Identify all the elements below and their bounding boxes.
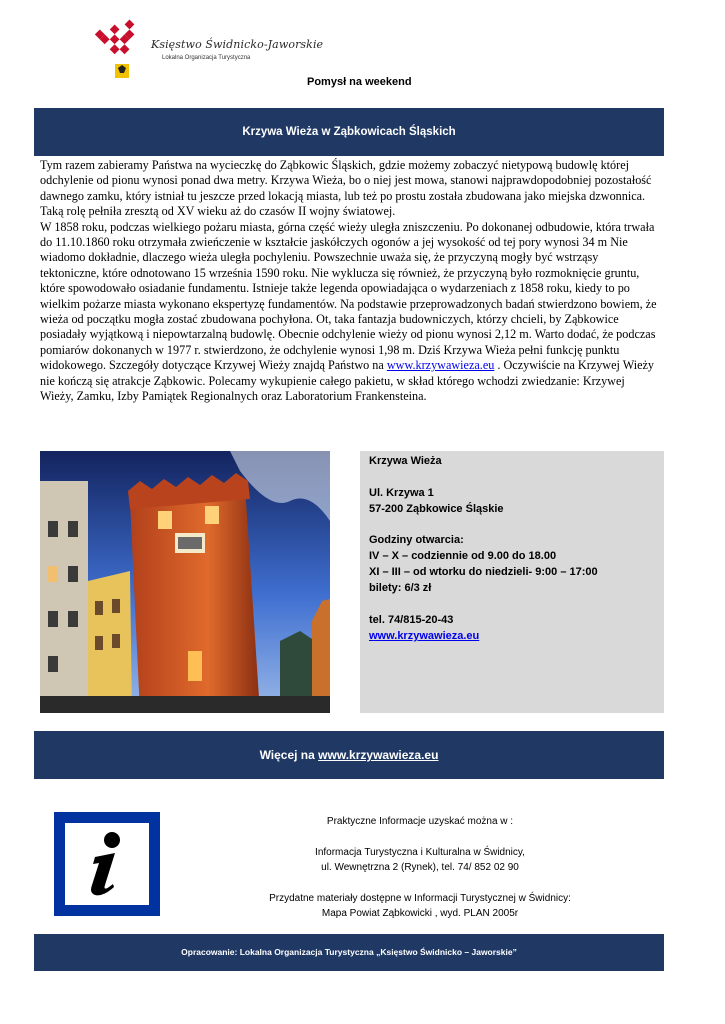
organization-logo (90, 18, 324, 86)
logo-subtitle: Lokalna Organizacja Turystyczna (162, 55, 251, 61)
article-paragraph-2-text: W 1858 roku, podczas wielkiego pożaru miasta, górna część wieży uległa zniszczeniu. Po dokonanej odbudowie, która trwała do 11.10.1860 roku otrzymała zwieńczenie w kształcie jaskółczych ogonów a jej wysokość od tej pory wynosi 34 m Nie wiadomo dokładnie, dlaczego wieża uległa pochyleniu. Powszechnie uważa się, że przyczyną mogły być wstrząsy tektoniczne, które odnotowano 15 września 1590 roku. Nie wyklucza się również, że przyczyną było rozmoknięcie gruntu, które spowodowało osiadanie fundamentu. Istnieje także legenda opowiadająca o wydarzeniach z 1858 roku, kiedy to po wielkim pożarze miasta wykonano ekspertyzę fundamentów. Na podstawie przeprowadzonych badań stwierdzono bowiem, że wieża od początku mogła zostać zbudowana pochyłona. Ot, taka fantazja budowniczych, którzy chcieli, by Ząbkowice posiadały wyjątkową i niepowtarzalną budowlę. Obecnie odchylenie wieży od pionu wynosi 2,12 m. Warto dodać, że podczas pomiarów dokonanych w 1977 r. stwierdzono, że odchylenie wynosi 1,98 m. Dziś Krzywa Wieża pełni funkcję punktu widokowego. Szczegóły dotyczące Krzywej Wieży znajdą Państwo na (40, 219, 657, 373)
info-office-name: Informacja Turystyczna i Kulturalna w Świdnicy, (315, 846, 525, 858)
materials-map: Mapa Powiat Ząbkowicki , wyd. PLAN 2005r (321, 908, 519, 920)
footer-banner (34, 934, 664, 971)
weekend-label: Pomysł na weekend (307, 76, 412, 88)
article-paragraph-2-text-end: . Oczywiście na Krzywej Wieży nie kończą się atrakcje Ząbkowic. Polecamy wykupienie całego pakietu, w skład którego wchodzi zwiedzanie: Krzywej Wieży, Zamku, Izby Pamiątek Regionalnych oraz Laboratorium Frankensteina. (40, 358, 655, 404)
visitor-info-box (360, 451, 664, 713)
tourist-information-sign (54, 812, 160, 916)
info-office-address: ul. Wewnętrzna 2 (Rynek), tel. 74/ 852 02 90 (321, 862, 519, 874)
materials-intro: Przydatne materiały dostępne w Informacji Turystycznej w Świdnicy: (269, 893, 571, 904)
more-info-link[interactable]: www.krzywawieza.eu (318, 748, 439, 762)
tourist-information-i-icon (65, 823, 149, 905)
postal-city: 57-200 Ząbkowice Śląskie (369, 502, 504, 515)
practical-information (200, 814, 640, 922)
opening-hours-summer: IV – X – codziennie od 9.00 do 18.00 (369, 550, 557, 563)
article-paragraph-2 (40, 220, 660, 405)
practical-intro: Praktyczne Informacje uzyskać można w : (326, 816, 514, 827)
article-paragraph-1: Tym razem zabieramy Państwa na wycieczkę do Ząbkowic Śląskich, gdzie możemy zobaczyć nietypową budowlę której odchylenie od pionu wynosi ponad dwa metry. Krzywa Wieża, bo o niej jest mowa, stanowi najprawdopodobniej pozostałość dawnego zamku, który istniał tu jeszcze przed lokacją miasta, lub też po prostu została zbudowana jako miejska dzwonnica. Taką rolę pełniła zresztą od XV wieku aż do czasów II wojny światowej. (40, 158, 652, 219)
opening-hours-label: Godziny otwarcia: (369, 534, 464, 547)
more-info-banner (34, 731, 664, 779)
website-link[interactable]: www.krzywawieza.eu (369, 629, 480, 642)
more-info-prefix: Więcej na (259, 748, 319, 762)
logo-title: Księstwo Świdnicko-Jaworskie (151, 38, 324, 51)
opening-hours-winter: XI – III – od wtorku do niedzieli- 9:00 – 17:00 (369, 566, 598, 579)
krzywawieza-link[interactable]: www.krzywawieza.eu (386, 358, 495, 373)
attraction-name: Krzywa Wieża (369, 455, 442, 467)
phone-number: tel. 74/815-20-43 (369, 613, 454, 626)
footer-credit: Opracowanie: Lokalna Organizacja Turystyczna „Księstwo Świdnicko – Jaworskie” (181, 947, 517, 957)
leaning-tower-photo (40, 451, 330, 713)
ticket-prices: bilety: 6/3 zł (369, 582, 432, 595)
leaning-tower-illustration (40, 451, 330, 713)
street-address: Ul. Krzywa 1 (369, 486, 434, 499)
title-banner (34, 108, 664, 156)
page-title: Krzywa Wieża w Ząbkowicach Śląskich (242, 126, 456, 138)
article-body (40, 158, 660, 405)
checkered-eagle-logo-icon (90, 18, 152, 80)
